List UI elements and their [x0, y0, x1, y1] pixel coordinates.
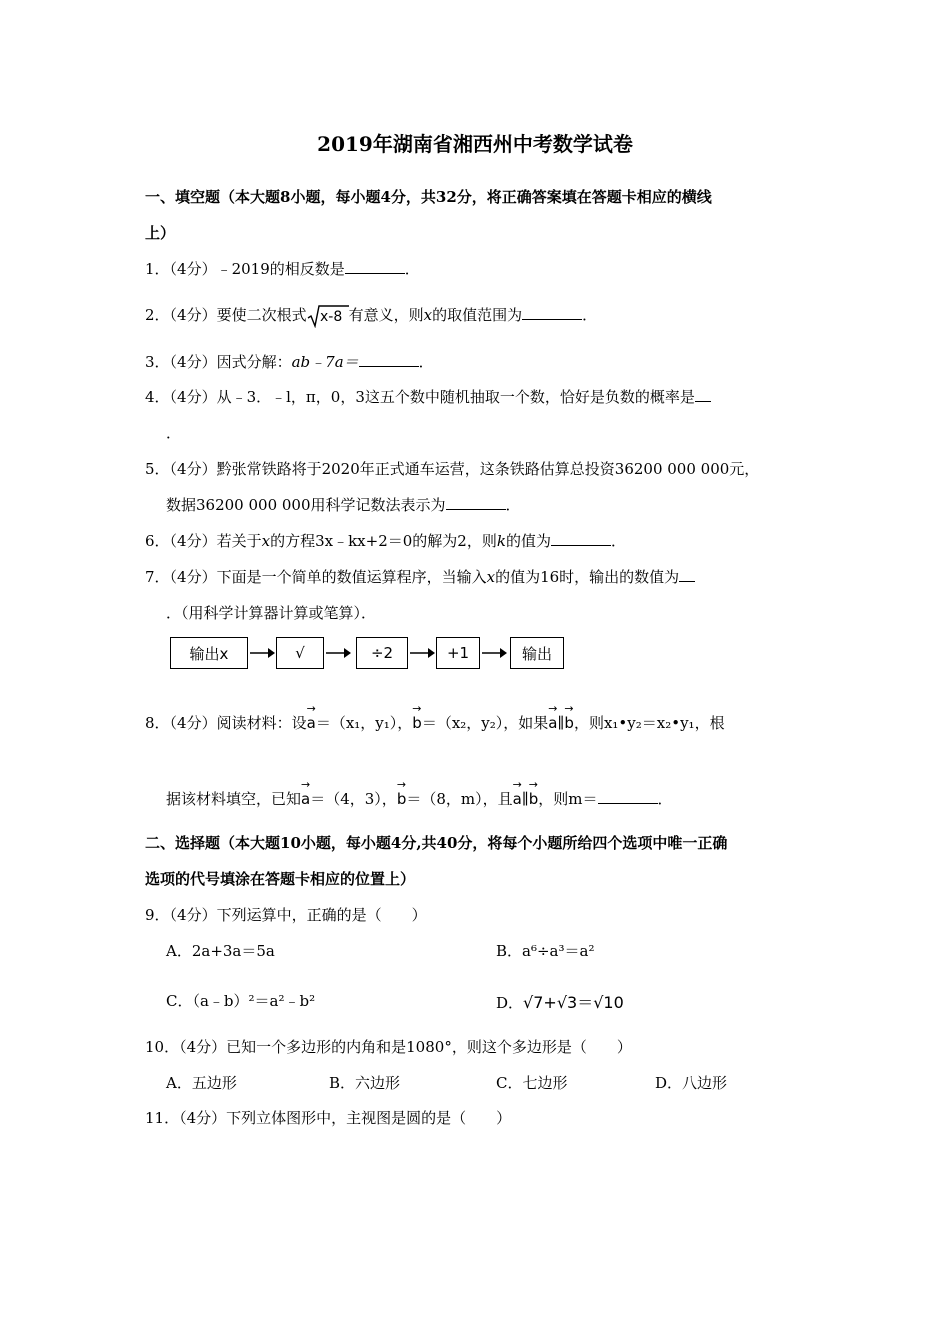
- option-9-d: D．√7+√3＝√10: [496, 993, 624, 1012]
- flow-box-divide: ÷2: [356, 637, 408, 669]
- option-9-d-expr: √7+√3＝√10: [523, 993, 624, 1012]
- question-5: 5．（4分）黔张常铁路将于2020年正式通车运营，这条铁路估算总投资36200 000 000元，: [145, 460, 760, 478]
- vector-a: → a: [307, 714, 316, 732]
- vector-b: → b: [412, 714, 422, 732]
- section2-header: 二、选择题（本大题10小题，每小题4分,共40分，将每个小题所给四个选项中唯一正确: [145, 834, 728, 852]
- question-7: 7．（4分）下面是一个简单的数值运算程序，当输入x的值为16时，输出的数值为: [145, 566, 695, 587]
- vector-b: → b: [397, 790, 407, 808]
- answer-blank: [359, 352, 419, 367]
- question-7-line2: ．（用科学计算器计算或笔算）．: [166, 604, 377, 622]
- answer-blank: [345, 259, 405, 274]
- answer-blank: [679, 567, 695, 582]
- option-10-d: D．八边形: [655, 1074, 728, 1092]
- question-1: 1．（4分）﹣2019的相反数是 ．: [145, 260, 420, 278]
- option-9-c: C．（a﹣b）²＝a²﹣b²: [166, 992, 316, 1010]
- option-9-b: B．a⁶÷a³＝a²: [496, 942, 595, 960]
- flow-arrow-icon: [408, 646, 436, 660]
- option-10-c: C．七边形: [496, 1074, 568, 1092]
- question-4-end: ．: [166, 424, 182, 442]
- question-8-line2: 据该材料填空，已知→ a＝（4，3），→ b＝（8，m），且→ a∥→ b，则m＝ ．: [166, 788, 673, 809]
- sqrt-expression: [307, 304, 349, 328]
- answer-blank: [695, 387, 711, 402]
- question-5-line2: 数据36200 000 000用科学记数法表示为 ．: [166, 496, 521, 514]
- flow-box-input: 输出x: [170, 637, 248, 669]
- question-8: 8．（4分）阅读材料：设→ a＝（x₁，y₁），→ b＝（x₂，y₂），如果→ a∥→ b，则x₁•y₂＝x₂•y₁，根: [145, 712, 725, 733]
- vector-b: → b: [564, 714, 574, 732]
- flow-box-add: +1: [436, 637, 480, 669]
- flow-arrow-icon: [248, 646, 276, 660]
- flow-box-output: 输出: [510, 637, 564, 669]
- question-3: 3．（4分）因式分解：ab﹣7a＝ ．: [145, 353, 434, 371]
- section1-header-cont: 上）: [145, 224, 176, 242]
- answer-blank: [598, 789, 658, 804]
- question-6: 6．（4分）若关于x的方程3x﹣kx+2＝0的解为2，则k的值为 ．: [145, 532, 626, 550]
- option-9-a: A．2a+3a＝5a: [166, 942, 275, 960]
- vector-a: → a: [548, 714, 557, 732]
- answer-blank: [551, 531, 611, 546]
- svg-text:x-8: x-8: [319, 309, 342, 325]
- vector-b: → b: [529, 790, 539, 808]
- question-10: 10．（4分）已知一个多边形的内角和是1080°，则这个多边形是（ ）: [145, 1038, 632, 1056]
- section2-header-cont: 选项的代号填涂在答题卡相应的位置上）: [145, 870, 416, 888]
- flow-box-sqrt: √: [276, 637, 324, 669]
- flow-arrow-icon: [480, 646, 508, 660]
- vector-a: → a: [513, 790, 522, 808]
- question-2: 2．（4分）要使二次根式 x-8 有意义，则x的取值范围为 ．: [145, 304, 597, 328]
- answer-blank: [522, 305, 582, 320]
- flow-arrow-icon: [324, 646, 352, 660]
- option-10-b: B．六边形: [329, 1074, 401, 1092]
- question-9: 9．（4分）下列运算中，正确的是（ ）: [145, 906, 427, 924]
- vector-a: → a: [301, 790, 310, 808]
- option-10-a: A．五边形: [166, 1074, 237, 1092]
- answer-blank: [446, 495, 506, 510]
- page-title: 2019年湖南省湘西州中考数学试卷: [317, 132, 633, 156]
- section1-header: 一、填空题（本大题8小题，每小题4分，共32分，将正确答案填在答题卡相应的横线: [145, 188, 712, 206]
- question-11: 11．（4分）下列立体图形中，主视图是圆的是（ ）: [145, 1109, 512, 1127]
- question-4: 4．（4分）从﹣3．﹣l，π，0，3这五个数中随机抽取一个数，恰好是负数的概率是: [145, 386, 711, 407]
